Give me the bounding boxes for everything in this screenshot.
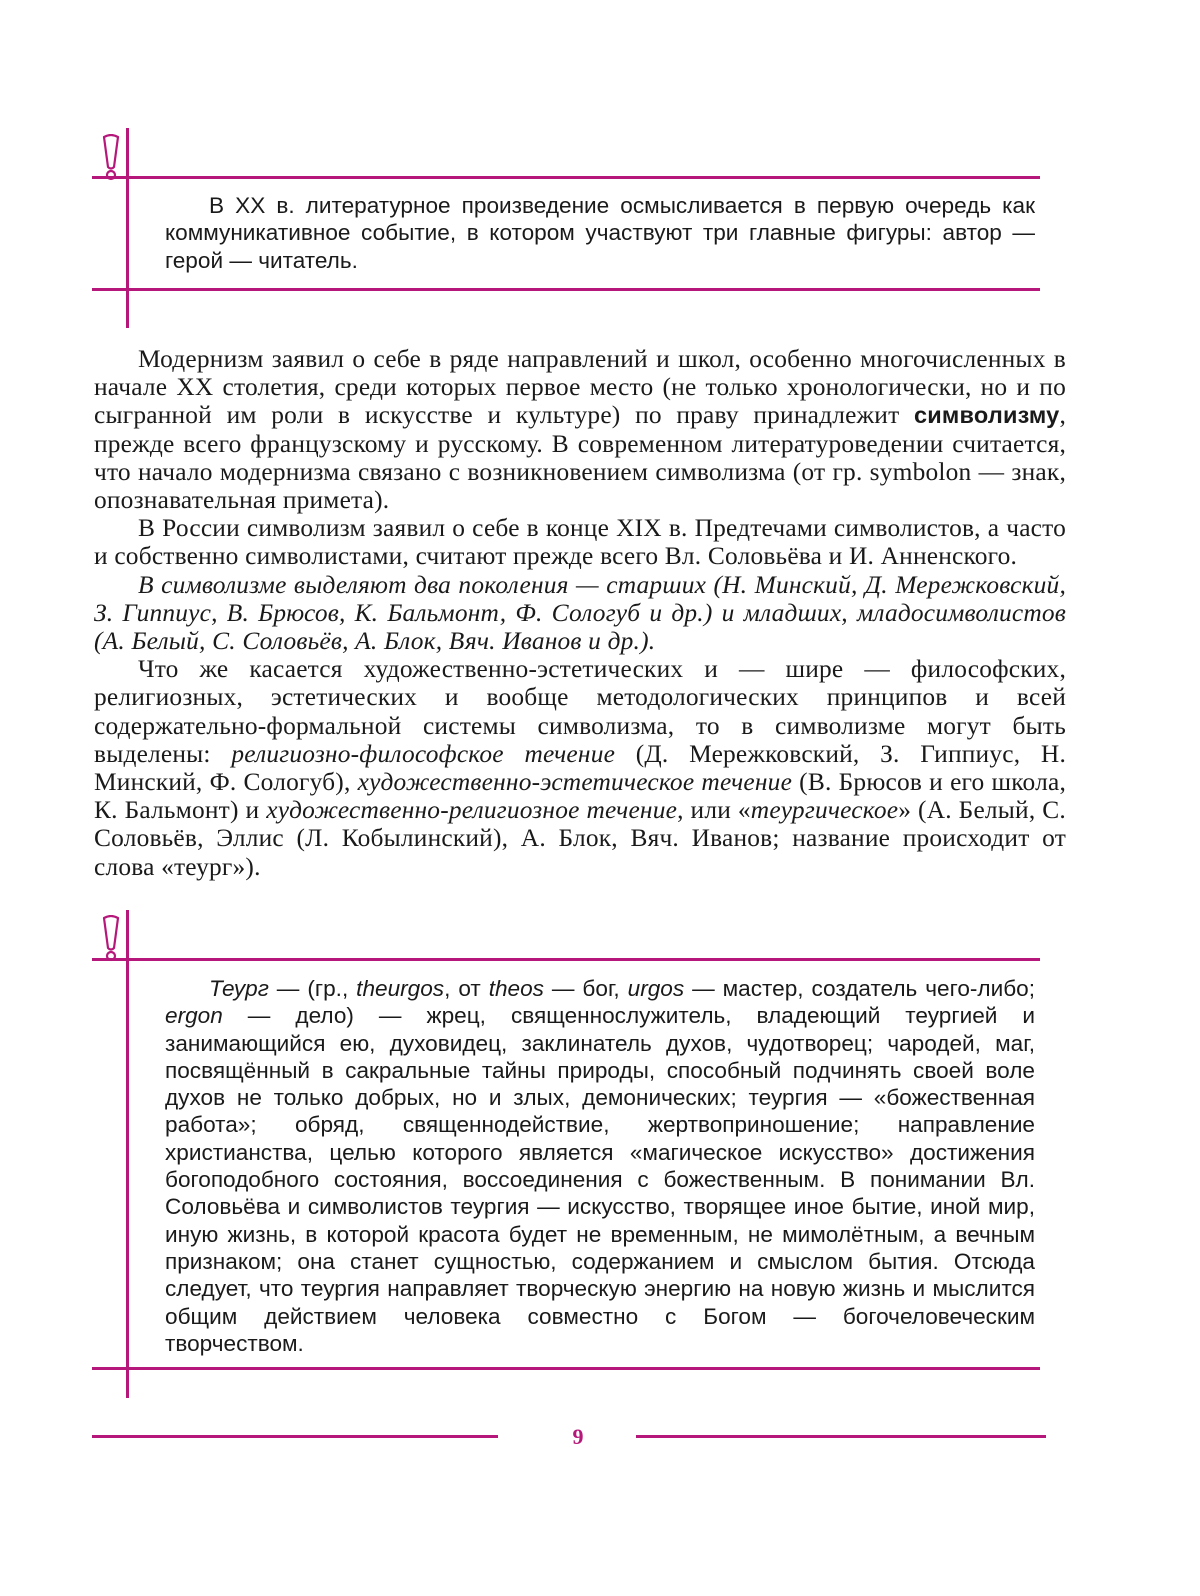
note-top-rule	[92, 176, 1040, 179]
body-paragraph-4: Что же касается художественно-эстетических и — шире — философских, религиозных, эстетических и вообще методологических принципов и всей содержательно-формальной системы символизма, то в символизме могут быть выделены: религиозно-философское течение (Д. Мережковский, З. Гиппиус, Н. Минский, Ф. Сологуб), художественно-эстетическое течение (В. Брюсов и его школа, К. Бальмонт) и художественно-религиозное течение, или «теургическое» (А. Белый, С. Соловьёв, Эллис (Л. Кобылинский), А. Блок, Вяч. Иванов; название происходит от слова «теург»).	[94, 655, 1066, 881]
note-bottom-rule	[92, 288, 1040, 291]
definition-paragraph: Теург — (гр., theurgos, от theos — бог, urgos — мастер, создатель чего-либо; ergon — дело) — жрец, священнослужитель, владеющий теургией и занимающийся ею, духовидец, заклинатель духов, чудотворец; чародей, маг, посвящённый в сакральные тайны природы, способный подчинять своей воле духов не только добрых, но и злых, демонических; теургия — «божественная работа»; обряд, священнодействие, жертвоприношение; направление христианства, целью которого является «магическое искусство» достижения богоподобного состояния, воссоединения с божественным. В понимании Вл. Соловьёва и символистов теургия — искусство, творящее иное бытие, иной мир, иную жизнь, в которой красота будет не временным, не мимолётным, а вечным признаком; она станет сущностью, содержанием и смыслом бытия. Отсюда следует, что теургия направляет творческую энергию на новую жизнь и мыслится общим действием человека совместно с Богом — богочеловеческим творчеством.	[165, 976, 1036, 1356]
main-body	[94, 345, 1066, 881]
term-theurg: Теург	[209, 976, 269, 1001]
exclamation-icon	[98, 915, 124, 963]
note-paragraph: В XX в. литературное произведение осмысливается в первую очередь как коммуникативное событие, в котором участвуют три главные фигуры: автор — герой — читатель.	[165, 193, 1035, 273]
note-bottom-rule	[92, 1367, 1040, 1370]
note-vertical-rule	[126, 128, 129, 328]
term-symbolism: символизму	[914, 402, 1060, 429]
body-paragraph-2: В России символизм заявил о себе в конце XIX в. Предтечами символистов, а часто и собственно символистами, считают прежде всего Вл. Соловьёва и И. Анненского.	[94, 514, 1066, 571]
exclamation-icon	[98, 134, 124, 182]
note-top-rule	[92, 958, 1040, 961]
body-paragraph-1: Модернизм заявил о себе в ряде направлений и школ, особенно многочисленных в начале XX столетия, среди которых первое место (не только хронологически, но и по сыгранной им роли в искусстве и культуре) по праву принадлежит символизму, прежде всего французскому и русскому. В современном литературоведении считается, что начало модернизма связано с возникновением символизма (от гр. symbolon — знак, опознавательная примета).	[94, 345, 1066, 515]
body-paragraph-3: В символизме выделяют два поколения — старших (Н. Минский, Д. Мережковский, З. Гиппиус, В. Брюсов, К. Бальмонт, Ф. Сологуб и др.) и младших, младосимволистов (А. Белый, С. Соловьёв, А. Блок, Вяч. Иванов и др.).	[94, 570, 1066, 656]
note-text	[165, 192, 1035, 274]
footer-rule-right	[636, 1435, 1046, 1438]
page-number: 9	[572, 1424, 584, 1449]
footer-rule-left	[92, 1435, 498, 1438]
note-vertical-rule	[126, 910, 129, 1398]
definition-text	[165, 975, 1035, 1357]
